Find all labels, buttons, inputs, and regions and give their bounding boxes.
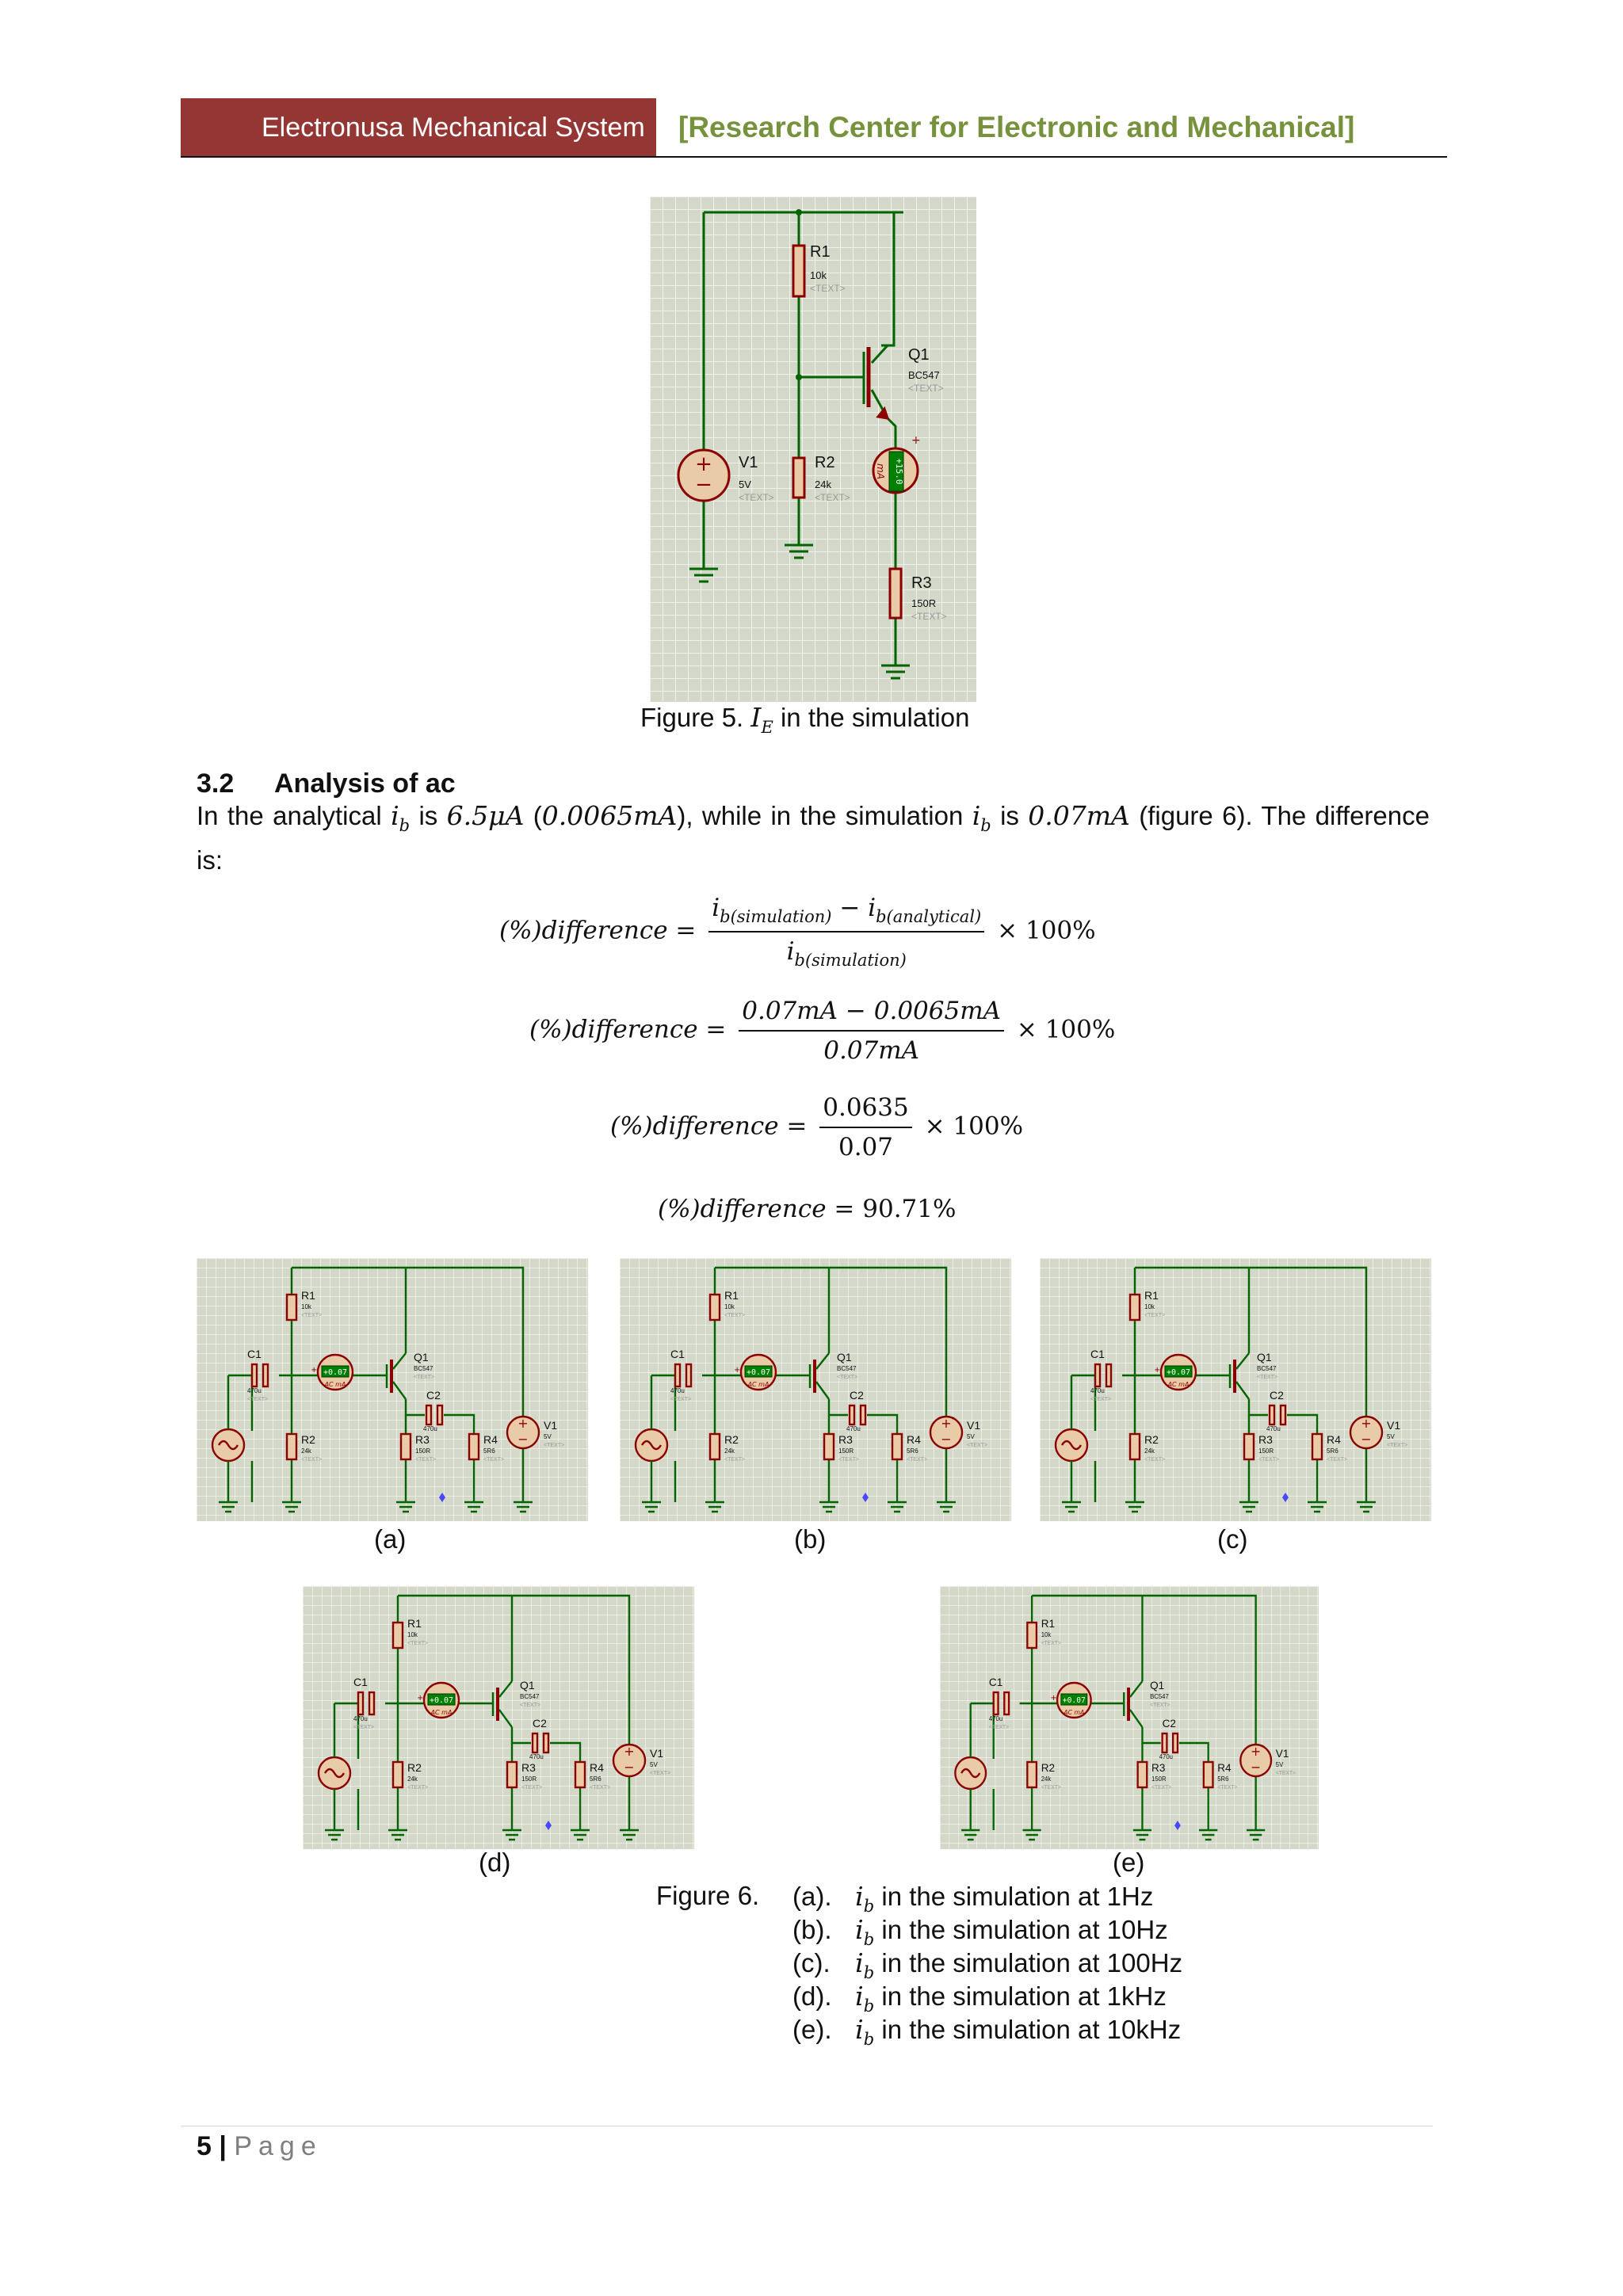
- svg-text:<TEXT>: <TEXT>: [590, 1785, 611, 1791]
- svg-text:150R: 150R: [1151, 1775, 1167, 1783]
- svg-text:R1: R1: [1041, 1617, 1056, 1630]
- svg-text:<TEXT>: <TEXT>: [415, 1457, 437, 1463]
- svg-text:24k: 24k: [724, 1447, 735, 1455]
- svg-text:5R6: 5R6: [1327, 1447, 1338, 1455]
- svg-text:AC mA: AC mA: [1064, 1708, 1085, 1717]
- svg-text:470u: 470u: [988, 1714, 1003, 1723]
- svg-text:24k: 24k: [301, 1447, 311, 1455]
- caption-math: I: [750, 702, 762, 733]
- panel-label-d: (d): [479, 1848, 511, 1877]
- panel-label-e: (e): [1113, 1848, 1145, 1877]
- svg-text:<TEXT>: <TEXT>: [724, 1313, 746, 1318]
- svg-text:V1: V1: [544, 1419, 558, 1432]
- panel-label-c: (c): [1217, 1524, 1248, 1554]
- svg-text:mA: mA: [875, 463, 886, 479]
- svg-text:V1: V1: [1275, 1747, 1289, 1760]
- svg-text:AC mA: AC mA: [747, 1381, 769, 1388]
- figure-6-caption-item: (e). $i_b$ in the simulation at 10kHz: [792, 2014, 1182, 2049]
- svg-text:5R6: 5R6: [1217, 1775, 1229, 1783]
- svg-text:<TEXT>: <TEXT>: [815, 492, 850, 503]
- svg-text:<TEXT>: <TEXT>: [907, 1457, 928, 1463]
- svg-text:470u: 470u: [846, 1425, 861, 1432]
- svg-text:<TEXT>: <TEXT>: [739, 492, 774, 503]
- svg-text:C1: C1: [670, 1348, 685, 1360]
- svg-text:5V: 5V: [544, 1433, 552, 1440]
- svg-text:R4: R4: [590, 1761, 604, 1774]
- svg-text:C2: C2: [533, 1717, 547, 1730]
- caption-sub: E: [761, 718, 773, 737]
- svg-text:150R: 150R: [1258, 1447, 1274, 1455]
- svg-text:R4: R4: [483, 1433, 498, 1446]
- svg-text:470u: 470u: [247, 1387, 262, 1394]
- svg-text:<TEXT>: <TEXT>: [1257, 1375, 1278, 1380]
- svg-text:<TEXT>: <TEXT>: [301, 1457, 323, 1463]
- svg-text:R1: R1: [407, 1617, 422, 1630]
- svg-text:10k: 10k: [1041, 1630, 1052, 1639]
- svg-text:BC547: BC547: [414, 1365, 433, 1372]
- svg-text:BC547: BC547: [1257, 1365, 1277, 1372]
- svg-text:V1: V1: [650, 1747, 664, 1760]
- equation-2: (%)difference = $\frac{0.07mA - 0.0065mA}{0.07mA}$ × 100%: [529, 997, 1116, 1065]
- svg-text:R4: R4: [1327, 1433, 1341, 1446]
- svg-text:<TEXT>: <TEXT>: [1327, 1457, 1348, 1463]
- svg-text:+: +: [734, 1366, 741, 1375]
- svg-text:BC547: BC547: [520, 1693, 540, 1700]
- svg-text:<TEXT>: <TEXT>: [724, 1457, 746, 1463]
- svg-text:V1: V1: [1387, 1419, 1401, 1432]
- page-word: Page: [234, 2131, 323, 2161]
- caption-prefix: Figure 5.: [640, 703, 751, 732]
- svg-text:BC547: BC547: [1150, 1692, 1169, 1701]
- svg-text:5V: 5V: [1275, 1760, 1284, 1769]
- svg-text:<TEXT>: <TEXT>: [911, 611, 947, 622]
- svg-text:R1: R1: [724, 1289, 739, 1302]
- svg-text:+: +: [417, 1694, 424, 1703]
- svg-text:+: +: [1251, 1743, 1262, 1760]
- svg-text:BC547: BC547: [837, 1365, 857, 1372]
- svg-text:5R6: 5R6: [590, 1775, 601, 1783]
- svg-text:C1: C1: [1090, 1348, 1105, 1360]
- header-title-right: [Research Center for Electronic and Mechanical]: [678, 111, 1355, 143]
- svg-text:+0.07: +0.07: [1166, 1368, 1191, 1377]
- svg-text:R2: R2: [301, 1433, 315, 1446]
- equation-4: (%)difference = 90.71%: [658, 1195, 957, 1223]
- svg-text:<TEXT>: <TEXT>: [1151, 1784, 1172, 1791]
- page-separator: |: [219, 2131, 227, 2161]
- section-number: 3.2: [197, 769, 235, 799]
- svg-text:−: −: [1251, 1759, 1262, 1775]
- svg-text:AC mA: AC mA: [1167, 1381, 1190, 1388]
- figure-5-schematic: [650, 196, 976, 702]
- svg-text:Q1: Q1: [1257, 1351, 1272, 1363]
- svg-text:<TEXT>: <TEXT>: [838, 1457, 860, 1463]
- svg-text:<TEXT>: <TEXT>: [670, 1397, 692, 1402]
- svg-text:470u: 470u: [670, 1387, 685, 1394]
- svg-text:+: +: [695, 452, 712, 476]
- svg-text:R3: R3: [415, 1433, 430, 1446]
- svg-text:R1: R1: [301, 1289, 315, 1302]
- svg-text:Q1: Q1: [908, 346, 930, 364]
- figure-6-caption-item: (b). $i_b$ in the simulation at 10Hz: [792, 1914, 1168, 1949]
- figure-6-caption-title: Figure 6.: [656, 1881, 760, 1910]
- svg-text:<TEXT>: <TEXT>: [650, 1771, 671, 1776]
- svg-text:+: +: [1050, 1693, 1057, 1703]
- section-title: Analysis of ac: [274, 769, 456, 799]
- svg-text:Q1: Q1: [1150, 1679, 1165, 1692]
- svg-text:<TEXT>: <TEXT>: [414, 1375, 435, 1380]
- svg-text:<TEXT>: <TEXT>: [353, 1725, 375, 1730]
- svg-text:R2: R2: [1041, 1761, 1056, 1775]
- section-heading: [197, 769, 456, 799]
- svg-text:R3: R3: [911, 574, 932, 592]
- svg-text:C1: C1: [353, 1676, 368, 1688]
- svg-text:150R: 150R: [911, 597, 937, 609]
- svg-text:V1: V1: [739, 454, 758, 471]
- svg-text:+: +: [517, 1416, 529, 1431]
- svg-text:10k: 10k: [724, 1303, 735, 1310]
- svg-text:R3: R3: [1258, 1433, 1273, 1446]
- svg-text:470u: 470u: [1090, 1387, 1105, 1394]
- svg-text:R2: R2: [407, 1761, 422, 1774]
- svg-text:C2: C2: [426, 1389, 441, 1402]
- svg-text:470u: 470u: [529, 1753, 544, 1760]
- svg-text:AC mA: AC mA: [324, 1381, 346, 1388]
- svg-text:<TEXT>: <TEXT>: [1275, 1770, 1296, 1777]
- svg-text:<TEXT>: <TEXT>: [1041, 1784, 1061, 1791]
- svg-text:+: +: [624, 1744, 635, 1759]
- svg-text:V1: V1: [967, 1419, 981, 1432]
- svg-text:<TEXT>: <TEXT>: [837, 1375, 858, 1380]
- svg-text:10k: 10k: [301, 1303, 311, 1310]
- svg-text:<TEXT>: <TEXT>: [1144, 1457, 1166, 1463]
- svg-text:C1: C1: [988, 1676, 1003, 1689]
- resistor-r2: [793, 458, 804, 498]
- svg-text:5V: 5V: [967, 1433, 975, 1440]
- svg-text:−: −: [517, 1432, 529, 1447]
- svg-text:470u: 470u: [1159, 1753, 1173, 1761]
- svg-text:10k: 10k: [810, 269, 827, 281]
- svg-text:10k: 10k: [407, 1631, 418, 1638]
- junction-dot: [796, 209, 802, 215]
- svg-text:<TEXT>: <TEXT>: [407, 1641, 429, 1646]
- svg-text:<TEXT>: <TEXT>: [483, 1457, 505, 1463]
- svg-text:<TEXT>: <TEXT>: [520, 1703, 541, 1708]
- svg-text:R2: R2: [1144, 1433, 1159, 1446]
- svg-text:+: +: [311, 1366, 318, 1375]
- svg-text:+: +: [1154, 1366, 1161, 1375]
- figure-5-caption: [640, 702, 969, 737]
- voltage-source-v1: [678, 450, 729, 501]
- page-number: 5: [197, 2131, 212, 2161]
- svg-text:+: +: [911, 434, 921, 447]
- svg-text:<TEXT>: <TEXT>: [810, 283, 846, 294]
- figure-6-schematic-d: [303, 1586, 694, 1849]
- svg-text:R4: R4: [1217, 1761, 1232, 1775]
- svg-text:24k: 24k: [1041, 1775, 1052, 1783]
- svg-text:+: +: [1361, 1416, 1372, 1431]
- svg-text:C2: C2: [1270, 1389, 1284, 1402]
- svg-text:<TEXT>: <TEXT>: [908, 383, 944, 394]
- svg-text:<TEXT>: <TEXT>: [301, 1313, 323, 1318]
- svg-text:<TEXT>: <TEXT>: [521, 1785, 543, 1791]
- svg-text:5V: 5V: [739, 479, 751, 490]
- svg-text:<TEXT>: <TEXT>: [247, 1397, 269, 1402]
- svg-text:+0.07: +0.07: [746, 1368, 771, 1377]
- svg-text:+: +: [941, 1416, 952, 1431]
- resistor-r1: [793, 246, 804, 296]
- svg-text:5V: 5V: [1387, 1433, 1395, 1440]
- junction-dot: [796, 374, 802, 380]
- svg-text:24k: 24k: [815, 479, 831, 490]
- svg-text:Q1: Q1: [414, 1351, 429, 1363]
- svg-text:<TEXT>: <TEXT>: [1258, 1457, 1280, 1463]
- equation-3: (%)difference = $\frac{0.0635}{0.07}$ × 100%: [610, 1093, 1024, 1161]
- svg-text:150R: 150R: [415, 1447, 431, 1455]
- svg-text:−: −: [624, 1760, 635, 1775]
- svg-text:R3: R3: [521, 1761, 536, 1774]
- svg-text:<TEXT>: <TEXT>: [1217, 1784, 1238, 1791]
- svg-text:R1: R1: [1144, 1289, 1159, 1302]
- svg-text:<TEXT>: <TEXT>: [544, 1443, 565, 1448]
- svg-text:BC547: BC547: [908, 369, 940, 381]
- panel-label-a: (a): [374, 1524, 407, 1554]
- caption-suffix: in the simulation: [773, 703, 970, 732]
- svg-text:R1: R1: [810, 243, 831, 261]
- header-rule: [181, 156, 1447, 158]
- svg-text:+0.07: +0.07: [323, 1368, 348, 1377]
- svg-text:R3: R3: [1151, 1761, 1166, 1775]
- figure-6-caption-item: (d). $i_b$ in the simulation at 1kHz: [792, 1981, 1167, 2016]
- figure-6-schematic-e: [940, 1586, 1319, 1849]
- svg-text:−: −: [1361, 1432, 1372, 1447]
- resistor-r3: [890, 569, 901, 618]
- svg-text:Q1: Q1: [837, 1351, 852, 1363]
- svg-text:24k: 24k: [1144, 1447, 1155, 1455]
- svg-text:+0.07: +0.07: [1062, 1695, 1086, 1706]
- svg-text:−: −: [695, 473, 712, 497]
- svg-text:<TEXT>: <TEXT>: [1387, 1443, 1408, 1448]
- svg-text:+15.0: +15.0: [894, 458, 904, 485]
- svg-text:<TEXT>: <TEXT>: [407, 1785, 429, 1791]
- figure-6-caption-item: (a). $i_b$ in the simulation at 1Hz: [792, 1881, 1154, 1916]
- svg-text:R2: R2: [815, 454, 835, 471]
- svg-text:<TEXT>: <TEXT>: [1041, 1640, 1061, 1647]
- svg-text:470u: 470u: [353, 1715, 368, 1722]
- svg-text:R4: R4: [907, 1433, 921, 1446]
- svg-text:C1: C1: [247, 1348, 262, 1360]
- svg-text:−: −: [941, 1432, 952, 1447]
- svg-text:<TEXT>: <TEXT>: [1150, 1702, 1170, 1709]
- svg-text:<TEXT>: <TEXT>: [967, 1443, 988, 1448]
- svg-text:<TEXT>: <TEXT>: [988, 1724, 1010, 1731]
- figure-6-schematic-a: [197, 1258, 588, 1521]
- svg-text:R2: R2: [724, 1433, 739, 1446]
- svg-text:<TEXT>: <TEXT>: [1090, 1397, 1112, 1402]
- svg-text:24k: 24k: [407, 1775, 418, 1783]
- svg-text:+0.07: +0.07: [429, 1696, 454, 1705]
- svg-text:150R: 150R: [838, 1447, 854, 1455]
- figure-6-schematic-b: [620, 1258, 1011, 1521]
- section-paragraph: In the analytical $i_b$ is 6.5μA (0.0065mA), while in the simulation $i_b$ is 0.07mA (figure 6). The difference is:: [197, 800, 1430, 875]
- equation-1: (%)difference = $\frac{i_{b(simulation)} - i_{b(analytical)}}{i_{b(simulation)}}$ × 100%: [499, 894, 1096, 970]
- svg-text:R3: R3: [838, 1433, 853, 1446]
- page-footer: [197, 2131, 323, 2162]
- header-title-left: Electronusa Mechanical System: [181, 98, 656, 157]
- svg-text:470u: 470u: [1266, 1425, 1281, 1432]
- svg-text:5V: 5V: [650, 1761, 658, 1768]
- svg-text:470u: 470u: [423, 1425, 437, 1432]
- svg-text:C2: C2: [850, 1389, 864, 1402]
- svg-text:C2: C2: [1162, 1717, 1176, 1730]
- figure-6-caption-item: (c). $i_b$ in the simulation at 100Hz: [792, 1947, 1183, 1982]
- svg-text:<TEXT>: <TEXT>: [1144, 1313, 1166, 1318]
- svg-text:150R: 150R: [521, 1775, 537, 1783]
- svg-text:5R6: 5R6: [483, 1447, 495, 1455]
- svg-text:5R6: 5R6: [907, 1447, 918, 1455]
- svg-text:AC mA: AC mA: [430, 1709, 453, 1716]
- svg-text:10k: 10k: [1144, 1303, 1155, 1310]
- svg-text:Q1: Q1: [520, 1679, 535, 1691]
- figure-6-schematic-c: [1040, 1258, 1431, 1521]
- panel-label-b: (b): [794, 1524, 827, 1554]
